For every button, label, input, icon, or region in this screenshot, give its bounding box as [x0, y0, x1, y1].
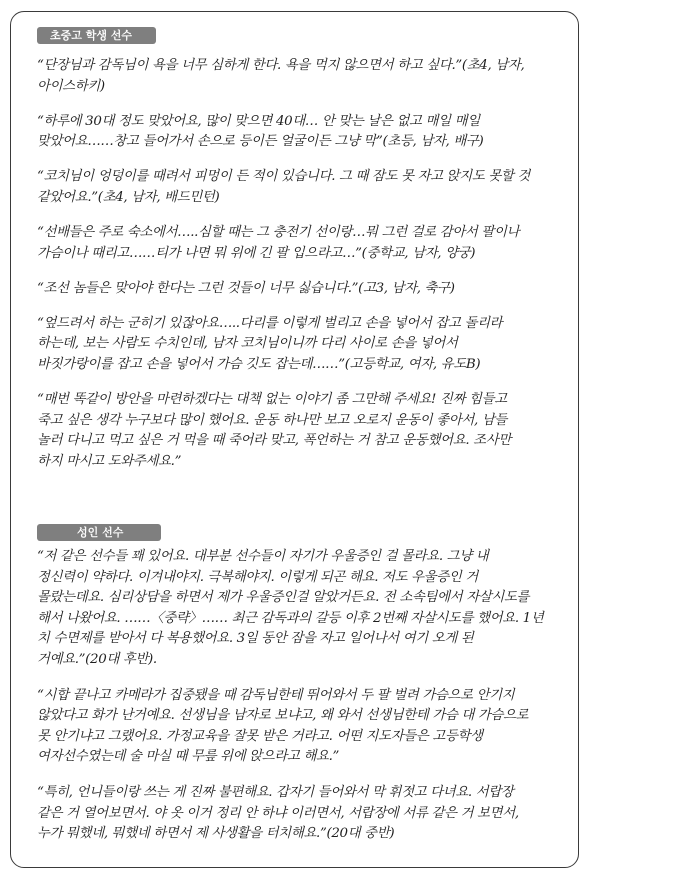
quote-student-7: “매번 똑같이 방안을 마련하겠다는 대책 없는 이야기 좀 그만해 주세요! 진짜 힘들고 죽고 싶은 생각 누구보다 많이 했어요. 운동 하나만 보고 오로지 운동이 좋아서, 남들 놀러 다니고 먹고 싶은 거 먹을 때 죽어라 맞고, 폭언하는 거 참고 운동했어요. 조사만 하지 마시고 도와주세요.”	[37, 392, 511, 469]
quote-student-6: “엎드려서 하는 군히기 있잖아요…..다리를 이렇게 벌리고 손을 넣어서 잡고 돌리라 하는데, 보는 사람도 수치인데, 남자 코치님이니까 다리 사이로 손을 넣어서 바짓가랑이를 잡고 손을 넣어서 가슴 깃도 잡는데……”(고등학교, 여자, 유도B)	[37, 315, 503, 373]
quote-student-3: “코치님이 엉덩이를 때려서 피멍이 든 적이 있습니다. 그 때 잠도 못 자고 앉지도 못할 것 같았어요.”(초4, 남자, 배드민턴)	[37, 169, 530, 205]
quote-student-4: “선배들은 주로 숙소에서…..심할 때는 그 충전기 선이랑…뭐 그런 걸로 감아서 팔이나 가슴이나 때리고……티가 나면 뭐 위에 긴 팔 입으라고…”(중학교, 남자, 양궁)	[37, 225, 520, 261]
quote-student-1: “단장님과 감독님이 욕을 너무 심하게 한다. 욕을 먹지 않으면서 하고 싶다.”(초4, 남자, 아이스하키)	[37, 58, 525, 94]
section-badge-adults: 성인 선수	[37, 524, 161, 541]
quote-student-2: “하루에 30대 정도 맞았어요, 많이 맞으면 40대… 안 맞는 날은 없고 매일 매일 맞았어요……창고 들어가서 손으로 등이든 얼굴이든 그냥 막”(초등, 남자, 배구)	[37, 113, 484, 150]
section-badge-students: 초중고 학생 선수	[37, 27, 156, 44]
quote-adult-3: “특히, 언니들이랑 쓰는 게 진짜 불편해요. 갑자기 들어와서 막 휘젓고 다녀요. 서랍장 같은 거 열어보면서. 야 옷 이거 정리 안 하냐 이러면서, 서랍장에 서류 같은 거 보면서, 누가 뭐했네, 뭐했네 하면서 제 사생활을 터치해요.”(20대 중반)	[37, 784, 519, 842]
student-athletes-section	[37, 24, 577, 473]
quote-adult-2: “시합 끝나고 카메라가 집중됐을 때 감독님한테 뛰어와서 두 팔 벌려 가슴으로 안기지 않았다고 화가 난거예요. 선생님을 남자로 보냐고, 왜 와서 선생님한테 가슴 대 가슴으로 못 안기냐고 그랬어요. 가정교육을 잘못 받은 거라고. 어떤 지도자들은 고등학생 여자선수였는데 술 마실 때 무릎 위에 앉으라고 해요.”	[37, 687, 529, 765]
quote-adult-1: “저 같은 선수들 꽤 있어요. 대부분 선수들이 자기가 우울증인 걸 몰라요. 그냥 내 정신력이 약하다. 이겨내야지. 극복해야지. 이렇게 되곤 해요. 저도 우울증인 거 몰랐는데요. 심리상담을 하면서 제가 우울증인걸 알았거든요. 전 소속팀에서 자살시도를 해서 나왔어요. ……〈중략〉…… 최근 감독과의 갈등 이후 2번째 자살시도를 했어요. 1년 치 수면제를 받아서 다 복용했어요. 3일 동안 잠을 자고 일어나서 여기 오게 된 거예요.”(20대 후반).	[37, 549, 544, 667]
adult-athletes-section	[37, 521, 577, 845]
quote-student-5: “조선 놈들은 맞아야 한다는 그런 것들이 너무 싫습니다.”(고3, 남자, 축구)	[37, 280, 455, 296]
